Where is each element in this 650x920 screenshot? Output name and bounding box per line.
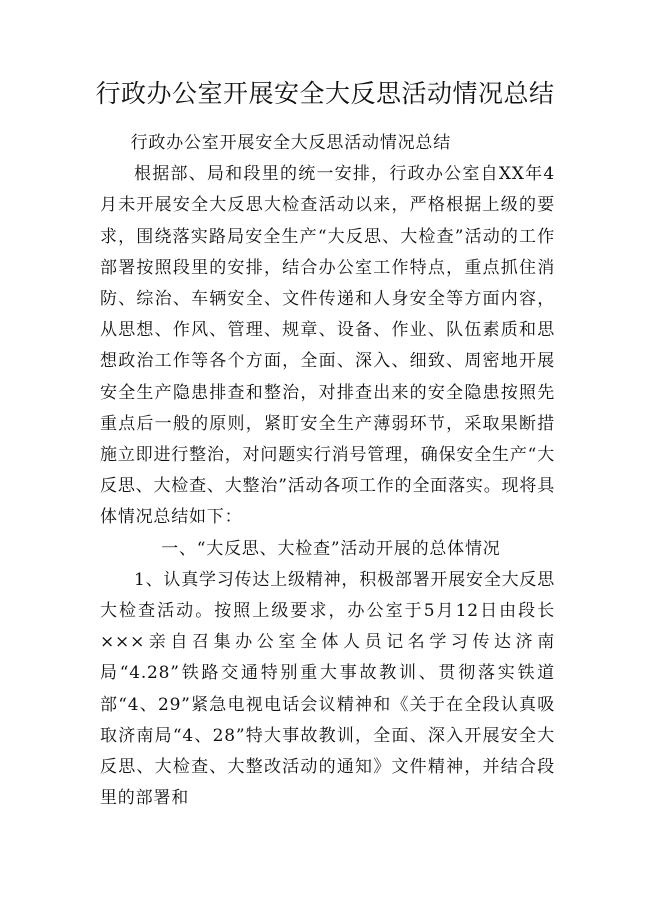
item-paragraph: 1、认真学习传达上级精神，积极部署开展安全大反思大检查活动。按照上级要求，办公室于5月12日由段长×××亲自召集办公室全体人员记名学习传达济南局“4.28”铁路交通特别重大事故教训、贯彻落实铁道部“4、29”紧急电视电话会议精神和《关于在全段认真吸取济南局“4、28”特大事故教训，全面、深入开展安全大反思、大检查、大整改活动的通知》文件精神，并结合段里的部署和 bbox=[100, 569, 556, 809]
document-title: 行政办公室开展安全大反思活动情况总结 bbox=[95, 79, 555, 108]
intro-paragraph: 根据部、局和段里的统一安排，行政办公室自XX年4月未开展安全大反思大检查活动以来，严格根据上级的要求，围绕落实路局安全生产“大反思、大检查”活动的工作部署按照段里的安排，结合办公室工作特点，重点抓住消防、综治、车辆安全、文件传递和人身安全等方面内容，从思想、作风、管理、规章、设备、作业、队伍素质和思想政治工作等各个方面，全面、深入、细致、周密地开展安全生产隐患排查和整治，对排查出来的安全隐患按照先重点后一般的原则，紧盯安全生产薄弱环节，采取果断措施立即进行整治，对问题实行消号管理，确保安全生产“大反思、大检查、大整治”活动各项工作的全面落实。现将具体情况总结如下： bbox=[100, 164, 555, 528]
document-body bbox=[100, 128, 555, 814]
document-subtitle: 行政办公室开展安全大反思活动情况总结 bbox=[130, 133, 451, 153]
section-heading: 一、“大反思、大检查”活动开展的总体情况 bbox=[161, 538, 501, 559]
